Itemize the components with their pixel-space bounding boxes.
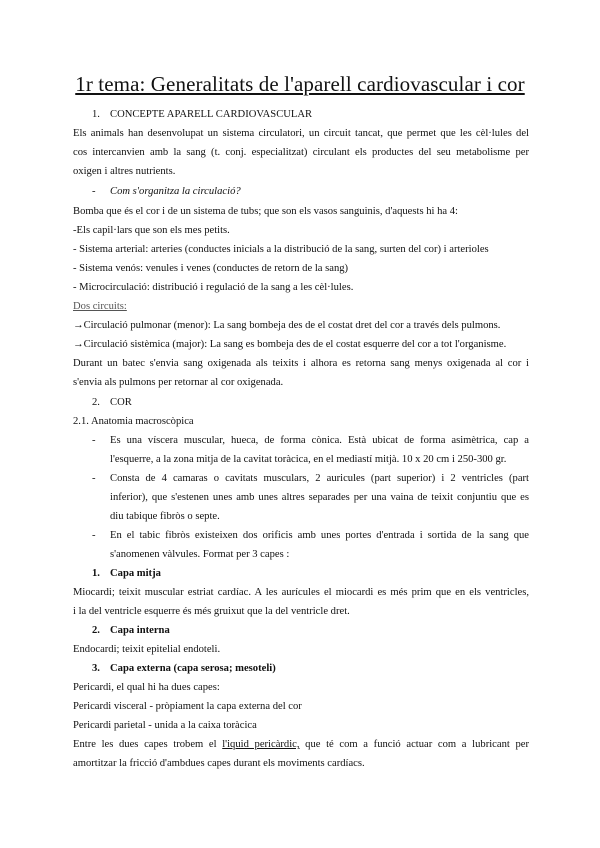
question-bullet: Com s'organitza la circulació? [110,186,241,197]
bullet-line: l'esquerre, a la zona mitja de la cavitat toràcica, en el mediastí mitjà. 10 x 20 cm i 250-300 gr. [110,454,507,465]
paragraph-line: Els animals han desenvolupat un sistema circulatori, un circuit tancat, que permet que les cèl·lules del [73,128,529,139]
section-2-number: 2. [92,397,100,408]
bullet-dash: - [92,530,96,541]
bullet-line: s'anomenen vàlvules. Format per 3 capes : [110,549,290,560]
page-title: 1r tema: Generalitats de l'aparell cardiovascular i cor [75,72,525,96]
vessel-item: - Microcirculació: distribució i regulació de la sang a les cèl·lules. [73,282,354,293]
paragraph-line [73,738,529,752]
pericardi-item: Pericardi parietal - unida a la caixa toràcica [73,720,257,731]
bullet-dash: - [92,473,96,484]
text-span: Entre les dues capes trobem el [73,739,223,750]
paragraph-line: Durant un batec s'envia sang oxigenada als teixits i alhora es retorna sang menys oxigenada al cor i [73,358,529,369]
bullet-dash: - [92,186,96,197]
vessel-item: - Sistema venós: venules i venes (conductes de retorn de la sang) [73,263,349,274]
circuits-label: Dos circuits: [73,301,127,312]
paragraph-line: amortitzar la fricció d'ambdues capes durant els moviments cardíacs. [73,758,365,769]
bullet-line: Es una víscera muscular, hueca, de forma cònica. Està ubicat de forma asimètrica, cap a [110,435,529,446]
bullet-line: inferior), que s'estenen unes amb unes altres separades per una vaina de teixit conjuntiu que es [110,492,529,503]
paragraph-line: Miocardi; teixit muscular estriat cardíac. A les aurícules el miocardi es més prim que en els ventricles, [73,587,529,598]
paragraph-line: cos intercanvien amb la sang (t. conj. especialitzat) circulant els productes del seu metabolisme per [73,147,529,158]
vessel-item: - Sistema arterial: arteries (conductes inicials a la distribució de la sang, surten del cor) i arterioles [73,244,489,255]
paragraph-line: Bomba que és el cor i de un sistema de tubs; que son els vasos sanguinis, d'aquests hi ha 4: [73,206,458,217]
section-1-heading: CONCEPTE APARELL CARDIOVASCULAR [110,109,313,120]
bullet-line: Consta de 4 camaras o cavitats musculars, 2 auricules (part superior) i 2 ventricles (part [110,473,529,484]
underlined-term: l'iquid pericàrdic, [222,739,300,750]
bullet-dash: - [92,435,96,446]
pericardi-item: Pericardi visceral - pròpiament la capa externa del cor [73,701,302,712]
vessel-item: -Els capil·lars que son els mes petits. [73,225,230,236]
layer-heading: Capa interna [110,625,170,636]
circuit-item: →Circulació pulmonar (menor): La sang bombeja des de el costat dret del cor a través dels pulmons. [73,320,501,331]
paragraph-line: Pericardi, el qual hi ha dues capes: [73,682,220,693]
subsection-heading: 2.1. Anatomia macroscòpica [73,416,194,427]
circuit-item: →Circulació sistèmica (major): La sang es bombeja des de el costat esquerre del cor a tot l'organisme. [73,339,507,350]
layer-heading: Capa mitja [110,568,161,579]
layer-heading: Capa externa (capa serosa; mesoteli) [110,663,276,674]
text-span: que té com a funció actuar com a lubricant per [299,739,529,750]
section-1-number: 1. [92,109,100,120]
section-2-heading: COR [110,397,132,408]
paragraph-line: Endocardi; teixit epitelial endoteli. [73,644,221,655]
bullet-line: diu tabique fibròs o septe. [110,511,220,522]
layer-number: 3. [92,663,100,674]
paragraph-line: i la del ventricle esquerre és més gruixut que la del ventricle dret. [73,606,350,617]
layer-number: 2. [92,625,100,636]
paragraph-line: s'envia als pulmons per retornar al cor oxigenada. [73,377,284,388]
layer-number: 1. [92,568,100,579]
bullet-line: En el tabic fibròs existeixen dos orificis amb unes portes d'entrada i sortida de la sang que [110,530,529,541]
paragraph-line: oxigen i altres nutrients. [73,166,176,177]
